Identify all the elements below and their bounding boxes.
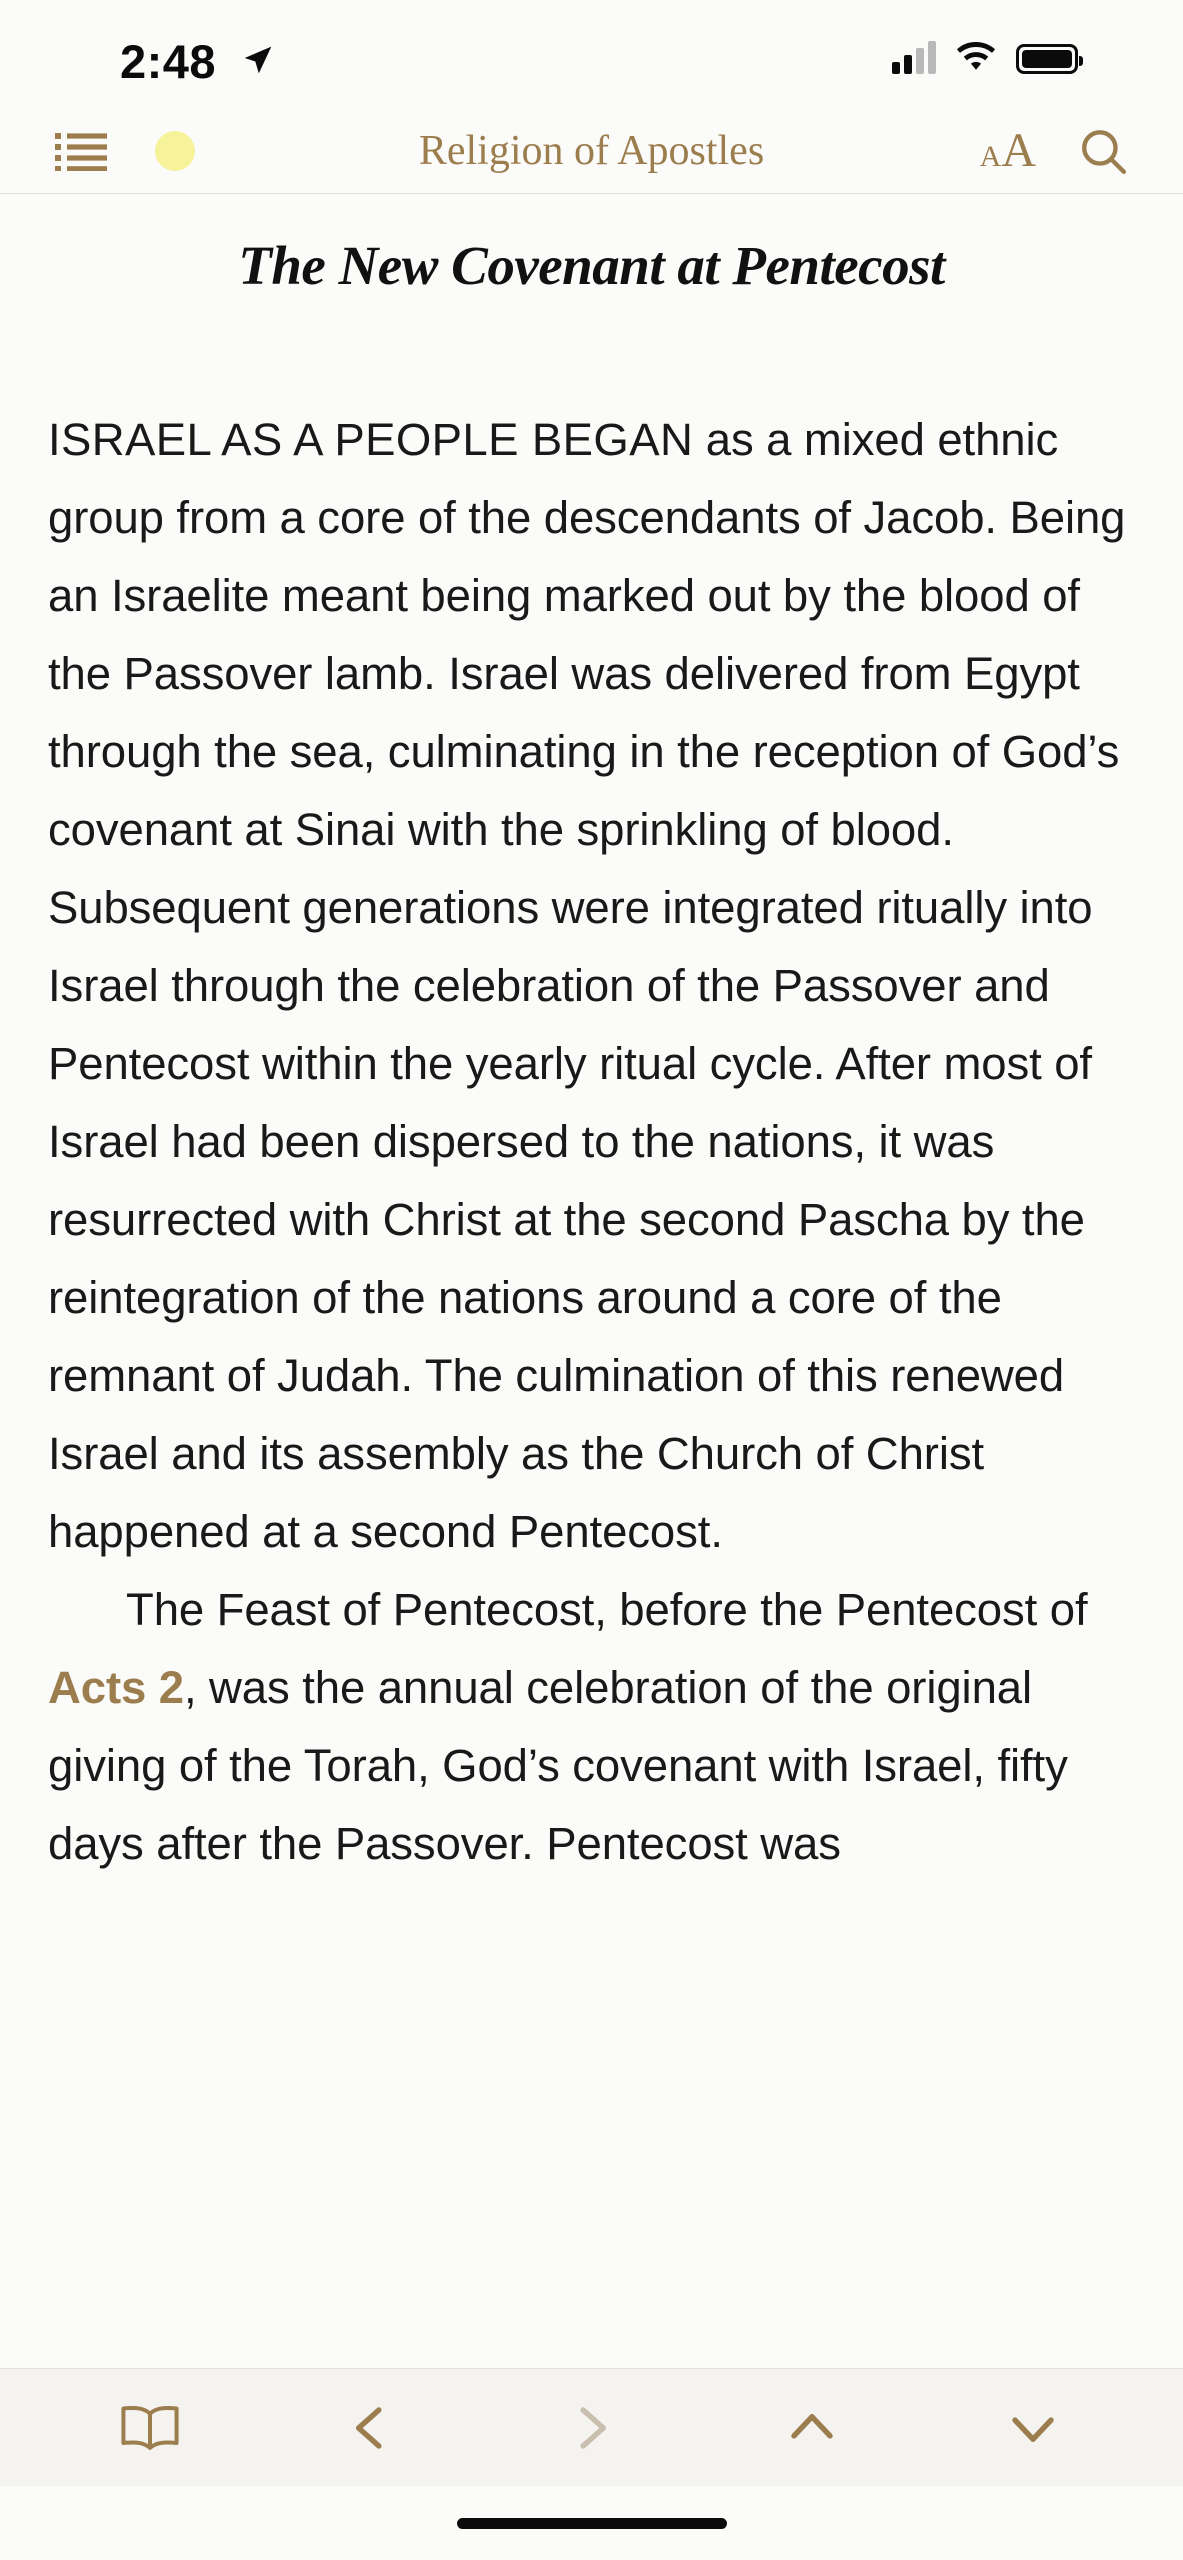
chapter-title: The New Covenant at Pentecost	[238, 235, 945, 296]
wifi-icon	[954, 40, 998, 74]
text-size-button[interactable]	[979, 123, 1036, 177]
paragraph-2-after-link: , was the annual celebration of the original giving of the Torah, God’s covenant with Israel, fifty days after the Passover. Pentecost was	[48, 1662, 1068, 1869]
nav-bar-actions	[979, 123, 1128, 177]
status-bar-indicators	[892, 40, 1078, 74]
chevron-left-icon[interactable]	[334, 2391, 408, 2465]
status-bar	[0, 0, 1183, 108]
paragraph-2-before-link: The Feast of Pentecost, before the Pentecost of	[126, 1584, 1088, 1635]
paragraph-2	[48, 1571, 1135, 1883]
home-indicator[interactable]	[457, 2518, 727, 2529]
text-size-small-label: A	[979, 139, 1002, 173]
search-icon[interactable]	[1078, 126, 1128, 176]
location-arrow-icon	[242, 44, 274, 76]
paragraph-1	[48, 401, 1135, 1571]
chevron-up-icon[interactable]	[775, 2391, 849, 2465]
reader-top-toolbar	[0, 108, 1183, 194]
book-page[interactable]	[0, 194, 1183, 2368]
reader-bottom-toolbar	[0, 2368, 1183, 2486]
highlight-color-button[interactable]	[155, 131, 195, 171]
book-title: Religion of Apostles	[418, 127, 765, 174]
chevron-right-icon[interactable]	[554, 2391, 628, 2465]
table-of-contents-icon[interactable]	[55, 131, 107, 171]
status-bar-clock: 2:48	[120, 35, 217, 88]
text-size-large-label: A	[1001, 123, 1036, 177]
open-book-icon[interactable]	[113, 2391, 187, 2465]
battery-full-icon	[1016, 44, 1078, 74]
paragraph-1-lead: ISRAEL AS A PEOPLE BEGAN	[48, 414, 694, 465]
chevron-down-icon[interactable]	[996, 2391, 1070, 2465]
paragraph-1-rest: as a mixed ethnic group from a core of the descendants of Jacob. Being an Israelite meant being marked out by the blood of the Passover lamb. Israel was delivered from Egypt through the sea, culminating in the reception of God’s covenant at Sinai with the sprinkling of blood. Subsequent generations were integrated ritually into Israel through the celebration of the Passover and Pentecost within the yearly ritual cycle. After most of Israel had been dispersed to the nations, it was resurrected with Christ at the second Pascha by the reintegration of the nations around a core of the remnant of Judah. The culmination of this renewed Israel and its assembly as the Church of Christ happened at a second Pentecost.	[48, 414, 1126, 1557]
scripture-link-acts-2[interactable]: Acts 2	[48, 1662, 184, 1713]
chapter-body	[48, 401, 1135, 1883]
home-indicator-area	[0, 2486, 1183, 2560]
cellular-signal-icon	[892, 40, 936, 74]
